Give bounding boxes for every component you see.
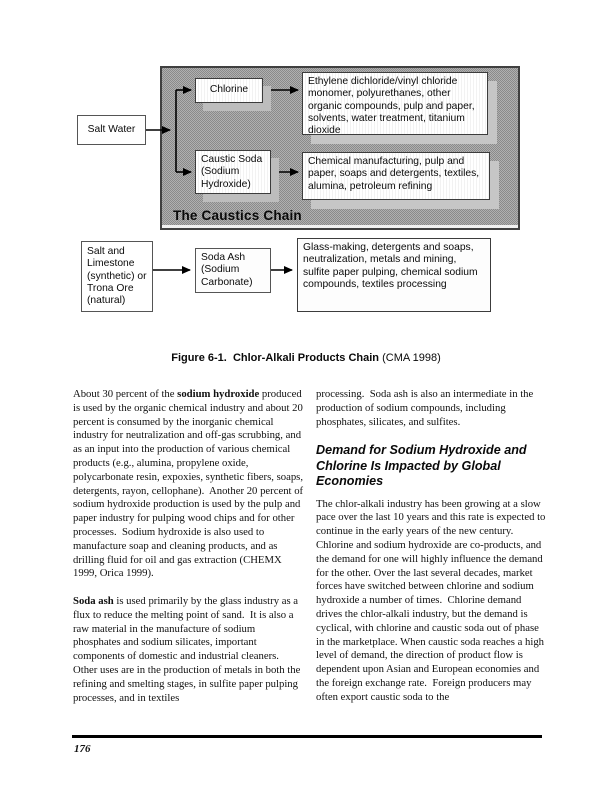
node-soda-ash-uses [297, 238, 491, 312]
paragraph-sodium-hydroxide [73, 388, 304, 581]
paragraph-text: produced is used by the organic chemical industry and about 20 percent is consumed by the inorganic chemical industry for neutralization and off-gas scrubbing, and as an input into the production of various chemical products (e.g., alumina, propylene oxide, polycarbonate resin, expoxies, synthetic fibers, soaps, detergents, rayon, cellophane). Another 20 percent of sodium hydroxide production is used by the pulp and paper industry for pulping wood chips and for other processes. Sodium hydroxide is also used to manufacture soap and cleaning products, and as drilling fluid for oil and gas extraction (CHEMX 1999, Orica 1999). [73, 388, 304, 580]
section-heading-demand: Demand for Sodium Hydroxide and Chlorine Is Impacted by Global Economies [316, 443, 527, 489]
paragraph-chlor-alkali-industry: The chlor-alkali industry has been growing at a slow pace over the last 10 years and this rate is expected to continue in the early years of the new century. Chlorine and sodium hydroxide are co-products, and the demand for one will highly influence the demand for the other. Over the last several decades, market forces have switched between chlorine and sodium hydroxide a number of times. Chlorine demand drives the chlor-alkali industry, but the demand is cyclical, with chlorine and caustic soda out of phase in the marketplace. When caustic soda reaches a high level of demand, the direction of product flow is dependent upon Asian and European economies and the foreign exchange rate. Foreign producers may often export caustic soda to the [316, 497, 546, 703]
node-soda-ash [195, 248, 271, 293]
node-soda-ash-uses-label: Glass-making, detergents and soaps, neutralization, metals and mining, sulfite paper pulping, chemical sodium compounds, textiles processing [303, 242, 478, 290]
node-salt-water [77, 115, 146, 145]
node-chlorine [195, 78, 263, 103]
node-chlorine-uses-label: Ethylene dichloride/vinyl chloride monomer, polyurethanes, other organic compounds, pulp and paper, solvents, water treatment, titanium dioxide [308, 76, 475, 137]
figure-caption-source: (CMA 1998) [379, 352, 441, 364]
node-salt-limestone [81, 241, 153, 312]
node-caustic-uses-label: Chemical manufacturing, pulp and paper, soaps and detergents, textiles, alumina, petroleum refining [308, 156, 480, 192]
node-soda-ash-label: Soda Ash (Sodium Carbonate) [201, 252, 253, 288]
node-salt-limestone-label: Salt and Limestone (synthetic) or Trona Ore (natural) [87, 246, 147, 307]
body-column-right [316, 388, 547, 718]
node-chlorine-label: Chlorine [209, 84, 249, 96]
paragraph-text: is used primarily by the glass industry as a flux to reduce the melting point of sand. It is also a raw material in the manufacture of sodium phosphates and sodium silicates, important components of domestic and industrial cleaners. Other uses are in the production of metals in both the refining and smelting stages, in sulfite paper pulping processes, and in textiles [73, 594, 301, 704]
footer-rule [72, 735, 542, 738]
figure-caption [0, 352, 612, 364]
node-caustic-uses [302, 152, 490, 200]
paragraph-text: About 30 percent of the [73, 388, 178, 400]
page-number: 176 [74, 743, 91, 755]
body-column-left [73, 388, 304, 719]
bold-term-soda-ash: Soda ash [73, 594, 114, 607]
figure-caption-title: Figure 6-1. Chlor-Alkali Products Chain [171, 352, 380, 364]
paragraph-processing: processing. Soda ash is also an intermediate in the production of sodium compounds, including phosphates, silicates, and sulfites. [316, 388, 534, 428]
paragraph-soda-ash [73, 595, 304, 705]
node-chlorine-uses [302, 72, 488, 135]
caustics-chain-title: The Caustics Chain [173, 208, 302, 223]
node-salt-water-label: Salt Water [87, 123, 136, 135]
bold-term-sodium-hydroxide: sodium hydroxide [177, 388, 260, 400]
figure-6-1-diagram [0, 0, 612, 340]
node-caustic-soda [195, 150, 271, 194]
node-caustic-soda-label: Caustic Soda (Sodium Hydroxide) [201, 154, 263, 190]
